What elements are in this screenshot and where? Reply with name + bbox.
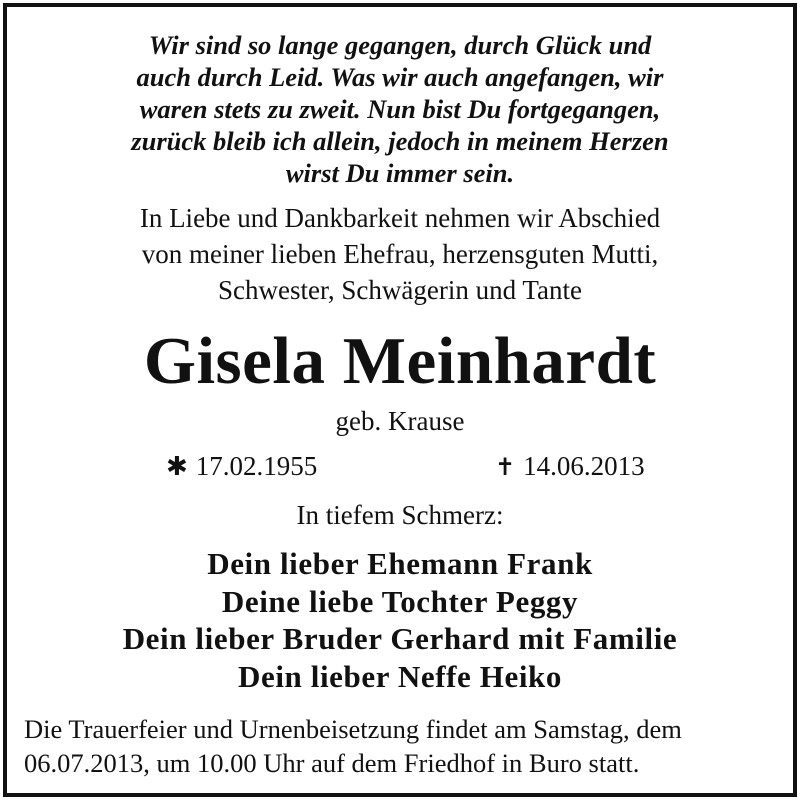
maiden-name: geb. Krause: [335, 406, 465, 436]
obituary-notice: [3, 3, 797, 797]
death-date: 14.06.2013: [523, 451, 645, 481]
birth-star-icon: ✱: [166, 452, 188, 482]
poem-line: auch durch Leid. Was wir auch angefangen, wir: [136, 62, 664, 92]
poem-line: waren stets zu zweit. Nun bist Du fortgegangen,: [139, 94, 661, 124]
birth-date: 17.02.1955: [195, 451, 318, 481]
mourner-entry: Dein lieber Ehemann Frank: [207, 546, 593, 581]
mourners-list: [7, 545, 793, 695]
farewell-intro: [7, 200, 793, 308]
birth-date-group: [166, 448, 317, 485]
intro-line: In Liebe und Dankbarkeit nehmen wir Abschied: [139, 203, 661, 233]
intro-line: von meiner lieben Ehefrau, herzensguten Mutti,: [141, 239, 659, 269]
mourner-entry: Dein lieber Bruder Gerhard mit Familie: [122, 621, 678, 656]
funeral-line: 06.07.2013, um 10.00 Uhr auf dem Friedhof in Buro statt.: [24, 748, 640, 778]
poem-line: Wir sind so lange gegangen, durch Glück und: [148, 30, 652, 60]
poem-line: wirst Du immer sein.: [285, 158, 515, 188]
deceased-name: Gisela Meinhardt: [143, 324, 657, 398]
death-cross-icon: ✝: [495, 453, 516, 481]
intro-line: Schwester, Schwägerin und Tante: [218, 275, 582, 305]
death-date-group: [495, 448, 645, 485]
poem-line: zurück bleib ich allein, jedoch in meinem Herzen: [131, 126, 669, 156]
funeral-info: [24, 712, 794, 780]
mourner-entry: Dein lieber Neffe Heiko: [237, 658, 562, 694]
mourner-entry: Deine liebe Tochter Peggy: [221, 583, 579, 619]
mourning-heading: In tiefem Schmerz:: [296, 500, 504, 530]
funeral-line: Die Trauerfeier und Urnenbeisetzung findet am Samstag, dem: [24, 714, 682, 744]
memorial-poem: [7, 29, 793, 189]
